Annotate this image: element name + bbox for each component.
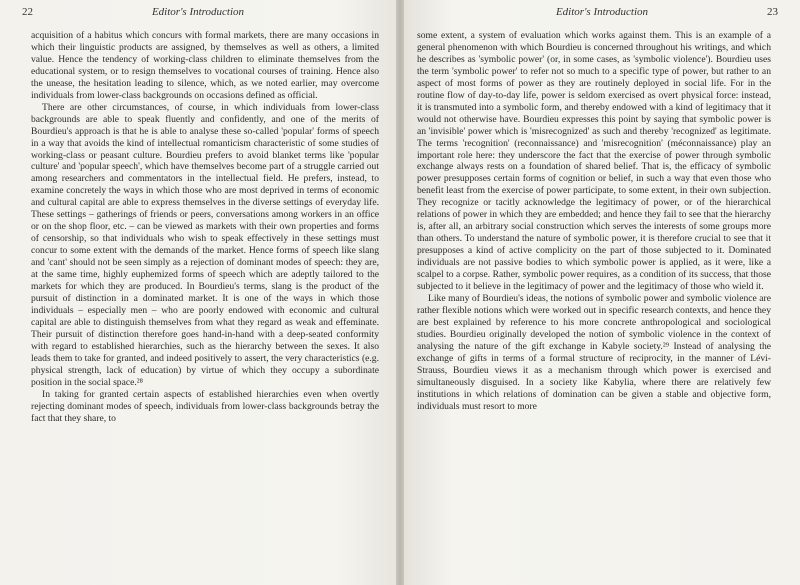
- right-page: [404, 0, 800, 585]
- running-head-left: Editor's Introduction: [151, 6, 245, 18]
- paragraph: Like many of Bourdieu's ideas, the notions of symbolic power and symbolic violence are rather flexible notions which were worked out in specific research contexts, and hence they are best explained by reference to his more concrete anthropological and sociological studies. Bourdieu originally developed the notion of symbolic violence in the context of analysing the nature of the gift exchange in Kabyle society.²⁹ Instead of analysing the exchange of gifts in terms of a formal structure of reciprocity, in the manner of Lévi-Strauss, Bourdieu views it as a mechanism through which power is exercised and simultaneously disguised. In a society like Kabylia, where there are relatively few institutions in which relations of domination can be given a stable and objective form, individuals must resort to more: [417, 292, 771, 412]
- right-text-column: [417, 30, 771, 413]
- left-page: [0, 0, 396, 585]
- paragraph: In taking for granted certain aspects of established hierarchies even when overtly rejecting dominant modes of speech, individuals from lower-class backgrounds betray the fact that they share, to: [31, 388, 379, 424]
- running-head-right: Editor's Introduction: [555, 6, 649, 18]
- left-text-column: [31, 30, 379, 424]
- paragraph: There are other circumstances, of course, in which individuals from lower-class backgrounds are able to speak fluently and confidently, and one of the merits of Bourdieu's approach is that he is able to analyse these so-called 'popular' forms of speech in a way that avoids the kind of intellectual romanticism characteristic of some studies of working-class or peasant culture. Bourdieu prefers to avoid blanket terms like 'popular culture' and 'popular speech', which have themselves become part of a struggle carried out among researchers and commentators in the intellectual field. He prefers, instead, to examine concretely the ways in which those who are most deprived in terms of economic and cultural capital are able to express themselves in the diverse settings of everyday life. These settings – gatherings of friends or peers, conversations among workers in an office or on the shop floor, etc. – can be viewed as markets with their own properties and forms of censorship, so that individuals who wish to speak effectively in these settings must concur to some extent with the demands of the market. Hence forms of speech like slang and 'cant' should not be seen simply as a rejection of dominant modes of speech: they are, at the same time, highly euphemized forms of speech which are adeptly tailored to the markets for which they are produced. In Bourdieu's terms, slang is the product of the pursuit of distinction in a dominated market. It is one of the ways in which those individuals – especially men – who are poorly endowed with economic and cultural capital are able to distinguish themselves from what they regard as weak and effeminate. Their pursuit of distinction therefore goes hand-in-hand with a deep-seated conformity with regard to established hierarchies, such as the hierarchy between the sexes. It also leads them to take for granted, and indeed positively to assert, the very characteristics (e.g. physical strength, lack of education) by virtue of which they occupy a subordinate position in the social space.²⁸: [31, 101, 379, 388]
- paragraph: some extent, a system of evaluation which works against them. This is an example of a general phenomenon with which Bourdieu is concerned throughout his writings, and which he describes as 'symbolic power' (or, in some cases, as 'symbolic violence'). Bourdieu uses the term 'symbolic power' to refer not so much to a specific type of power, but rather to an aspect of most forms of power as they are routinely deployed in social life. For in the routine flow of day-to-day life, power is seldom exercised as overt physical force: instead, it is transmuted into a symbolic form, and thereby endowed with a kind of legitimacy that it would not otherwise have. Bourdieu expresses this point by saying that symbolic power is an 'invisible' power which is 'misrecognized' as such and thereby 'recognized' as legitimate. The terms 'recognition' (reconnaissance) and 'misrecognition' (méconnaissance) play an important role here: they underscore the fact that the exercise of power through symbolic exchange always rests on a foundation of shared belief. That is, the efficacy of symbolic power presupposes certain forms of cognition or belief, in such a way that even those who benefit least from the exercise of power participate, to some extent, in their own subjection. They recognize or tacitly acknowledge the legitimacy of power, or of the hierarchical relations of power in which they are embedded; and hence they fail to see that the hierarchy is, after all, an arbitrary social construction which serves the interests of some groups more than others. To understand the nature of symbolic power, it is therefore crucial to see that it presupposes a kind of active complicity on the part of those subjected to it. Dominated individuals are not passive bodies to which symbolic power is applied, as it were, like a scalpel to a corpse. Rather, symbolic power requires, as a condition of its success, that those subjected to it believe in the legitimacy of power and the legitimacy of those who wield it.: [417, 30, 771, 293]
- book-gutter: [396, 0, 404, 585]
- paragraph: acquisition of a habitus which concurs with formal markets, there are many occasions in which their linguistic products are assigned, by themselves as well as others, a limited value. Hence the tendency of working-class children to eliminate themselves from the educational system, or to resign themselves to vocational courses of training. Hence also the unease, the hesitation leading to silence, which, as we noted earlier, may overcome individuals from lower-class backgrounds on occasions defined as official.: [31, 30, 379, 101]
- page-number-left: 22: [22, 6, 33, 18]
- page-number-right: 23: [767, 6, 778, 18]
